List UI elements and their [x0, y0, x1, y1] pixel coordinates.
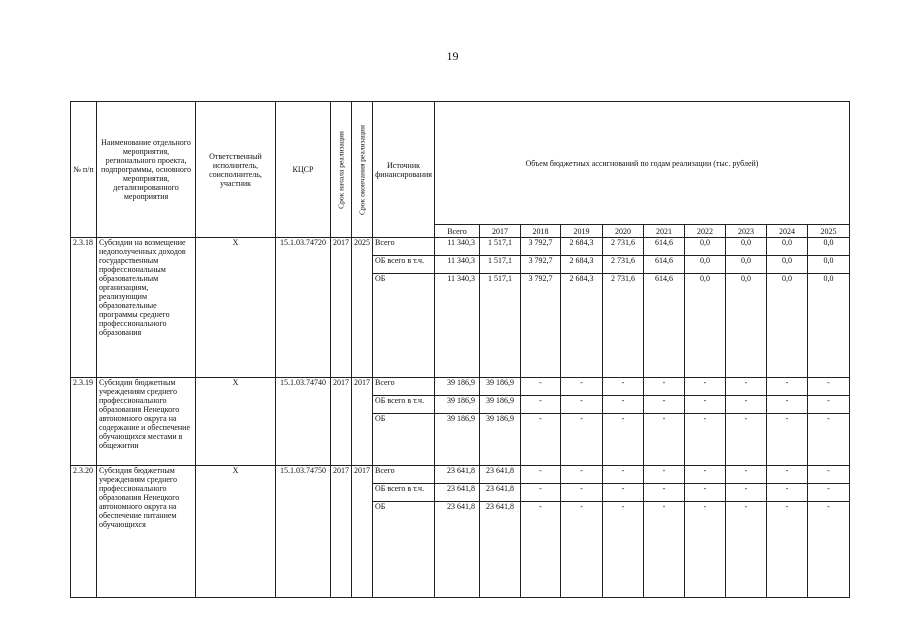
year-value-cell: 39 186,9: [480, 396, 521, 414]
year-value-cell: -: [603, 396, 644, 414]
year-value-cell: -: [521, 502, 561, 598]
event-name: Субсидия бюджетным учреждениям среднего профессионального образования Ненецкого автономного округа на обеспечение питанием обучающихся: [97, 466, 196, 598]
year-value-cell: -: [726, 484, 767, 502]
total-value-cell: 39 186,9: [435, 378, 480, 396]
year-value-cell: -: [726, 396, 767, 414]
year-value-cell: 23 641,8: [480, 502, 521, 598]
year-value-cell: -: [767, 466, 808, 484]
end-year-cell: 2025: [352, 238, 373, 378]
year-value-cell: 1 517,1: [480, 256, 521, 274]
total-value-cell: 39 186,9: [435, 396, 480, 414]
year-value-cell: 0,0: [808, 238, 850, 256]
year-value-cell: -: [726, 466, 767, 484]
source-cell: Всего: [373, 238, 435, 256]
total-value-cell: 23 641,8: [435, 484, 480, 502]
total-value-cell: 39 186,9: [435, 414, 480, 466]
header-source: Источник финансирования: [373, 102, 435, 238]
executor-cell: Х: [196, 238, 276, 378]
year-value-cell: 0,0: [726, 274, 767, 378]
year-value-cell: -: [685, 502, 726, 598]
year-value-cell: 614,6: [644, 238, 685, 256]
header-year: 2025: [808, 225, 850, 238]
source-cell: ОБ: [373, 274, 435, 378]
header-year: 2017: [480, 225, 521, 238]
year-value-cell: -: [685, 484, 726, 502]
year-value-cell: -: [808, 378, 850, 396]
year-value-cell: -: [767, 502, 808, 598]
row-number: 2.3.20: [71, 466, 97, 598]
year-value-cell: 1 517,1: [480, 238, 521, 256]
header-budget: Объем бюджетных ассигнований по годам реализации (тыс. рублей): [435, 102, 850, 225]
executor-cell: Х: [196, 466, 276, 598]
year-value-cell: -: [685, 414, 726, 466]
year-value-cell: -: [644, 466, 685, 484]
year-value-cell: -: [603, 484, 644, 502]
year-value-cell: 614,6: [644, 256, 685, 274]
row-number: 2.3.18: [71, 238, 97, 378]
year-value-cell: -: [521, 414, 561, 466]
header-year: 2021: [644, 225, 685, 238]
year-value-cell: -: [521, 378, 561, 396]
total-value-cell: 11 340,3: [435, 238, 480, 256]
year-value-cell: 0,0: [685, 256, 726, 274]
kcsr-cell: 15.1.03.74750: [276, 466, 331, 598]
year-value-cell: -: [685, 466, 726, 484]
start-year-cell: 2017: [331, 378, 352, 466]
row-number: 2.3.19: [71, 378, 97, 466]
year-value-cell: -: [561, 396, 603, 414]
year-value-cell: 2 731,6: [603, 274, 644, 378]
year-value-cell: -: [644, 502, 685, 598]
header-name: Наименование отдельного мероприятия, регионального проекта, подпрограммы, основного мероприятия, детализированного мероприятия: [97, 102, 196, 238]
total-value-cell: 23 641,8: [435, 502, 480, 598]
year-value-cell: 2 684,3: [561, 274, 603, 378]
year-value-cell: -: [726, 378, 767, 396]
year-value-cell: 0,0: [808, 256, 850, 274]
year-value-cell: -: [644, 484, 685, 502]
header-end: [352, 102, 373, 238]
year-value-cell: 23 641,8: [480, 484, 521, 502]
year-value-cell: -: [561, 378, 603, 396]
year-value-cell: -: [603, 414, 644, 466]
event-name: Субсидии бюджетным учреждениям среднего профессионального образования Ненецкого автономного округа на содержание и обеспечение обучающихся местами в общежитии: [97, 378, 196, 466]
year-value-cell: 0,0: [726, 238, 767, 256]
table-body: [71, 238, 850, 598]
table-row: [71, 466, 850, 484]
header-year: 2024: [767, 225, 808, 238]
kcsr-cell: 15.1.03.74720: [276, 238, 331, 378]
header-year: 2019: [561, 225, 603, 238]
year-value-cell: -: [808, 466, 850, 484]
page-number: 19: [446, 49, 459, 63]
header-year: 2020: [603, 225, 644, 238]
event-name: Субсидии на возмещение недополученных доходов государственным профессиональным образовательным организациям, реализующим образовательные программы среднего профессионального образования: [97, 238, 196, 378]
source-cell: Всего: [373, 466, 435, 484]
year-value-cell: -: [521, 396, 561, 414]
year-value-cell: 3 792,7: [521, 256, 561, 274]
total-value-cell: 23 641,8: [435, 466, 480, 484]
year-value-cell: 39 186,9: [480, 414, 521, 466]
year-value-cell: 39 186,9: [480, 378, 521, 396]
year-value-cell: 614,6: [644, 274, 685, 378]
header-num: № п/п: [71, 102, 97, 238]
year-value-cell: -: [603, 502, 644, 598]
header-start: [331, 102, 352, 238]
year-value-cell: -: [767, 378, 808, 396]
header-year: 2018: [521, 225, 561, 238]
year-value-cell: -: [685, 378, 726, 396]
year-value-cell: -: [808, 414, 850, 466]
year-value-cell: 2 731,6: [603, 256, 644, 274]
year-value-cell: 0,0: [685, 238, 726, 256]
year-value-cell: -: [603, 378, 644, 396]
source-cell: ОБ всего в т.ч.: [373, 484, 435, 502]
year-value-cell: -: [726, 502, 767, 598]
header-executor: Ответственный исполнитель, соисполнитель, участник: [196, 102, 276, 238]
table-row: [71, 238, 850, 256]
year-value-cell: -: [644, 378, 685, 396]
year-value-cell: -: [685, 396, 726, 414]
year-value-cell: 2 731,6: [603, 238, 644, 256]
year-value-cell: -: [561, 414, 603, 466]
year-value-cell: -: [726, 414, 767, 466]
total-value-cell: 11 340,3: [435, 274, 480, 378]
year-value-cell: 3 792,7: [521, 238, 561, 256]
year-value-cell: -: [521, 484, 561, 502]
executor-cell: Х: [196, 378, 276, 466]
year-value-cell: -: [644, 414, 685, 466]
source-cell: ОБ всего в т.ч.: [373, 396, 435, 414]
source-cell: ОБ: [373, 502, 435, 598]
kcsr-cell: 15.1.03.74740: [276, 378, 331, 466]
start-year-cell: 2017: [331, 466, 352, 598]
year-value-cell: 23 641,8: [480, 466, 521, 484]
year-value-cell: 2 684,3: [561, 238, 603, 256]
year-value-cell: -: [561, 466, 603, 484]
end-year-cell: 2017: [352, 378, 373, 466]
year-value-cell: 0,0: [767, 274, 808, 378]
year-value-cell: -: [767, 414, 808, 466]
budget-table: [70, 101, 850, 598]
total-value-cell: 11 340,3: [435, 256, 480, 274]
year-value-cell: -: [808, 502, 850, 598]
source-cell: ОБ всего в т.ч.: [373, 256, 435, 274]
year-value-cell: -: [767, 484, 808, 502]
year-value-cell: -: [561, 502, 603, 598]
header-start-text: Срок начала реализации: [336, 130, 346, 209]
end-year-cell: 2017: [352, 466, 373, 598]
year-value-cell: 0,0: [726, 256, 767, 274]
start-year-cell: 2017: [331, 238, 352, 378]
year-value-cell: -: [521, 466, 561, 484]
header-kcsr: КЦСР: [276, 102, 331, 238]
header-end-text: Срок окончания реализации: [357, 124, 367, 215]
year-value-cell: 3 792,7: [521, 274, 561, 378]
header-year: 2022: [685, 225, 726, 238]
year-value-cell: 0,0: [767, 238, 808, 256]
year-value-cell: -: [644, 396, 685, 414]
source-cell: ОБ: [373, 414, 435, 466]
year-value-cell: -: [808, 396, 850, 414]
header-year: Всего: [435, 225, 480, 238]
year-value-cell: 0,0: [767, 256, 808, 274]
year-value-cell: -: [808, 484, 850, 502]
table-row: [71, 378, 850, 396]
year-value-cell: -: [603, 466, 644, 484]
year-value-cell: 1 517,1: [480, 274, 521, 378]
year-value-cell: -: [767, 396, 808, 414]
header-year: 2023: [726, 225, 767, 238]
year-value-cell: 0,0: [808, 274, 850, 378]
source-cell: Всего: [373, 378, 435, 396]
year-value-cell: -: [561, 484, 603, 502]
year-value-cell: 2 684,3: [561, 256, 603, 274]
year-value-cell: 0,0: [685, 274, 726, 378]
